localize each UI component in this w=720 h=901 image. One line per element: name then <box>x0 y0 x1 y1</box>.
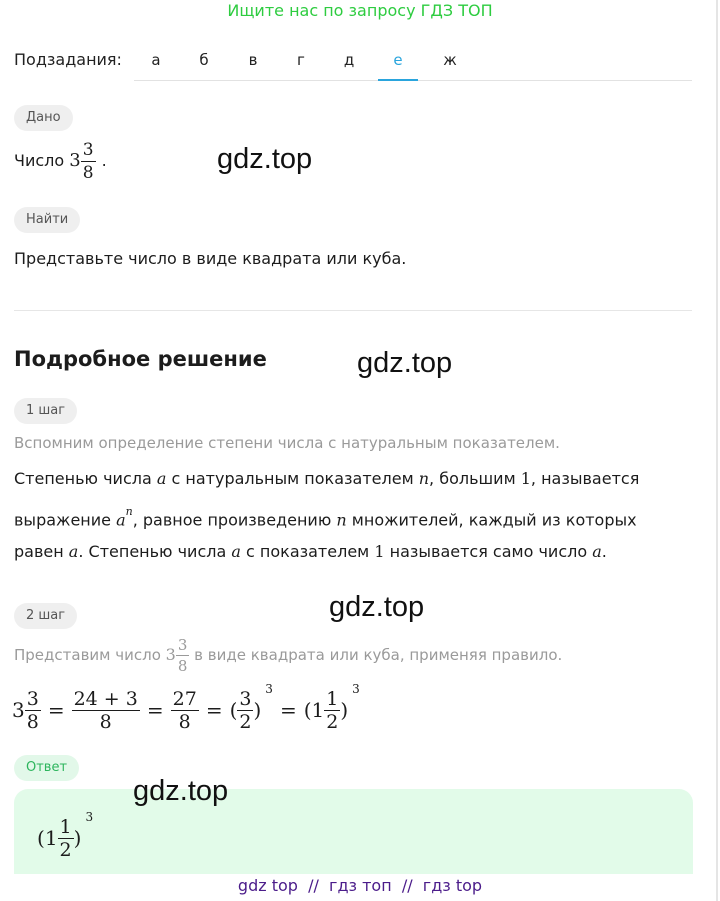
text: называется само число <box>389 542 588 561</box>
denominator: 8 <box>72 710 140 733</box>
var-a: a <box>156 469 167 488</box>
text: в виде квадрата или куба, применяя правило. <box>194 646 563 664</box>
text: выражение <box>14 510 111 530</box>
whole: 3 <box>165 645 176 664</box>
whole: 1 <box>311 698 325 722</box>
number-one: 1 <box>374 542 385 561</box>
text: , называется <box>530 469 640 488</box>
denominator: 8 <box>26 710 39 733</box>
exponent: 3 <box>265 682 273 696</box>
var-a: a <box>592 542 602 561</box>
denominator: 2 <box>326 710 339 733</box>
given-statement <box>14 136 107 186</box>
exponent: 3 <box>352 682 360 696</box>
subtask-tabs <box>134 40 692 81</box>
text: множителей, каждый из которых <box>351 510 637 530</box>
tab-d[interactable]: д <box>343 51 355 69</box>
footer-text[interactable]: gdz top // гдз топ // гдз top <box>237 876 483 895</box>
given-fraction <box>81 139 96 184</box>
step1-line2 <box>14 505 694 531</box>
numerator: 1 <box>59 815 72 838</box>
equals: = <box>279 698 297 722</box>
text: , равное произведению <box>132 510 332 530</box>
text: с показателем <box>246 542 370 561</box>
var-a: a <box>231 542 241 561</box>
numerator: 27 <box>172 687 197 710</box>
given-num: 3 <box>82 139 94 160</box>
watermark: gdz.top <box>357 347 453 379</box>
var-a: a <box>68 542 79 561</box>
tab-g[interactable]: г <box>297 51 305 69</box>
given-text: Число <box>14 151 65 170</box>
var-a: a <box>116 510 126 530</box>
numerator: 24 + 3 <box>73 687 138 710</box>
find-text: Представьте число в виде квадрата или куба. <box>14 249 407 268</box>
subtasks-label: Подзадания: <box>14 50 122 69</box>
given-den: 8 <box>82 162 94 183</box>
step2-chip: 2 шаг <box>14 603 77 629</box>
text: равен <box>14 542 64 561</box>
text: . <box>601 542 607 561</box>
numerator: 1 <box>326 687 339 710</box>
text: Представим число <box>14 646 161 664</box>
numerator: 3 <box>26 687 39 710</box>
given-end: . <box>101 151 107 170</box>
exponent: 3 <box>85 810 94 824</box>
number-one: 1 <box>520 469 531 488</box>
solution-title: Подробное решение <box>14 347 267 371</box>
fraction <box>176 635 190 676</box>
equals: = <box>205 698 223 722</box>
step2-hint <box>14 632 562 678</box>
divider <box>14 310 692 311</box>
equals: = <box>146 698 164 722</box>
given-chip: Дано <box>14 105 73 131</box>
step2-equation <box>12 680 360 740</box>
tab-v[interactable]: в <box>248 51 258 69</box>
var-n: n <box>336 510 347 530</box>
text: Степенью числа <box>14 469 152 488</box>
whole: 1 <box>44 826 58 850</box>
paren-close: ) <box>340 698 349 722</box>
text: , большим <box>429 469 516 488</box>
tab-a[interactable]: а <box>151 51 161 69</box>
answer-chip: Ответ <box>14 755 79 781</box>
var-n-exponent: n <box>125 505 133 518</box>
equals: = <box>47 698 65 722</box>
text: . Степенью числа <box>78 542 227 561</box>
step1-line3 <box>14 541 694 563</box>
watermark: gdz.top <box>217 143 313 175</box>
fraction <box>72 688 140 733</box>
var-n: n <box>418 469 430 488</box>
tab-zh[interactable]: ж <box>443 51 457 69</box>
fraction <box>25 688 41 733</box>
watermark: gdz.top <box>133 775 229 807</box>
paren-close: ) <box>73 826 82 850</box>
paren-open: ( <box>229 698 238 722</box>
tab-b[interactable]: б <box>199 51 209 69</box>
numerator: 3 <box>177 635 188 654</box>
right-border <box>716 0 718 901</box>
text: с натуральным показателем <box>171 469 414 488</box>
fraction <box>58 816 74 861</box>
step1-line1 <box>14 468 694 490</box>
given-whole: 3 <box>69 150 81 171</box>
step1-chip: 1 шаг <box>14 398 77 424</box>
footer-links[interactable] <box>0 876 720 896</box>
top-banner: Ищите нас по запросу ГДЗ ТОП <box>227 1 493 20</box>
paren-open: ( <box>37 826 45 850</box>
answer-expression <box>37 808 93 868</box>
fraction <box>324 688 340 733</box>
denominator: 2 <box>59 838 72 861</box>
find-chip: Найти <box>14 207 80 233</box>
fraction <box>237 688 253 733</box>
watermark: gdz.top <box>329 591 425 623</box>
paren-open: ( <box>303 698 312 722</box>
paren-close: ) <box>253 698 262 722</box>
whole: 3 <box>12 698 25 722</box>
denominator: 2 <box>239 710 252 733</box>
step1-hint: Вспомним определение степени числа с натуральным показателем. <box>14 434 560 452</box>
fraction <box>171 688 199 733</box>
tab-e[interactable]: е <box>378 40 418 81</box>
denominator: 8 <box>171 710 199 733</box>
numerator: 3 <box>239 687 252 710</box>
denominator: 8 <box>177 656 188 675</box>
answer-box <box>14 789 693 874</box>
